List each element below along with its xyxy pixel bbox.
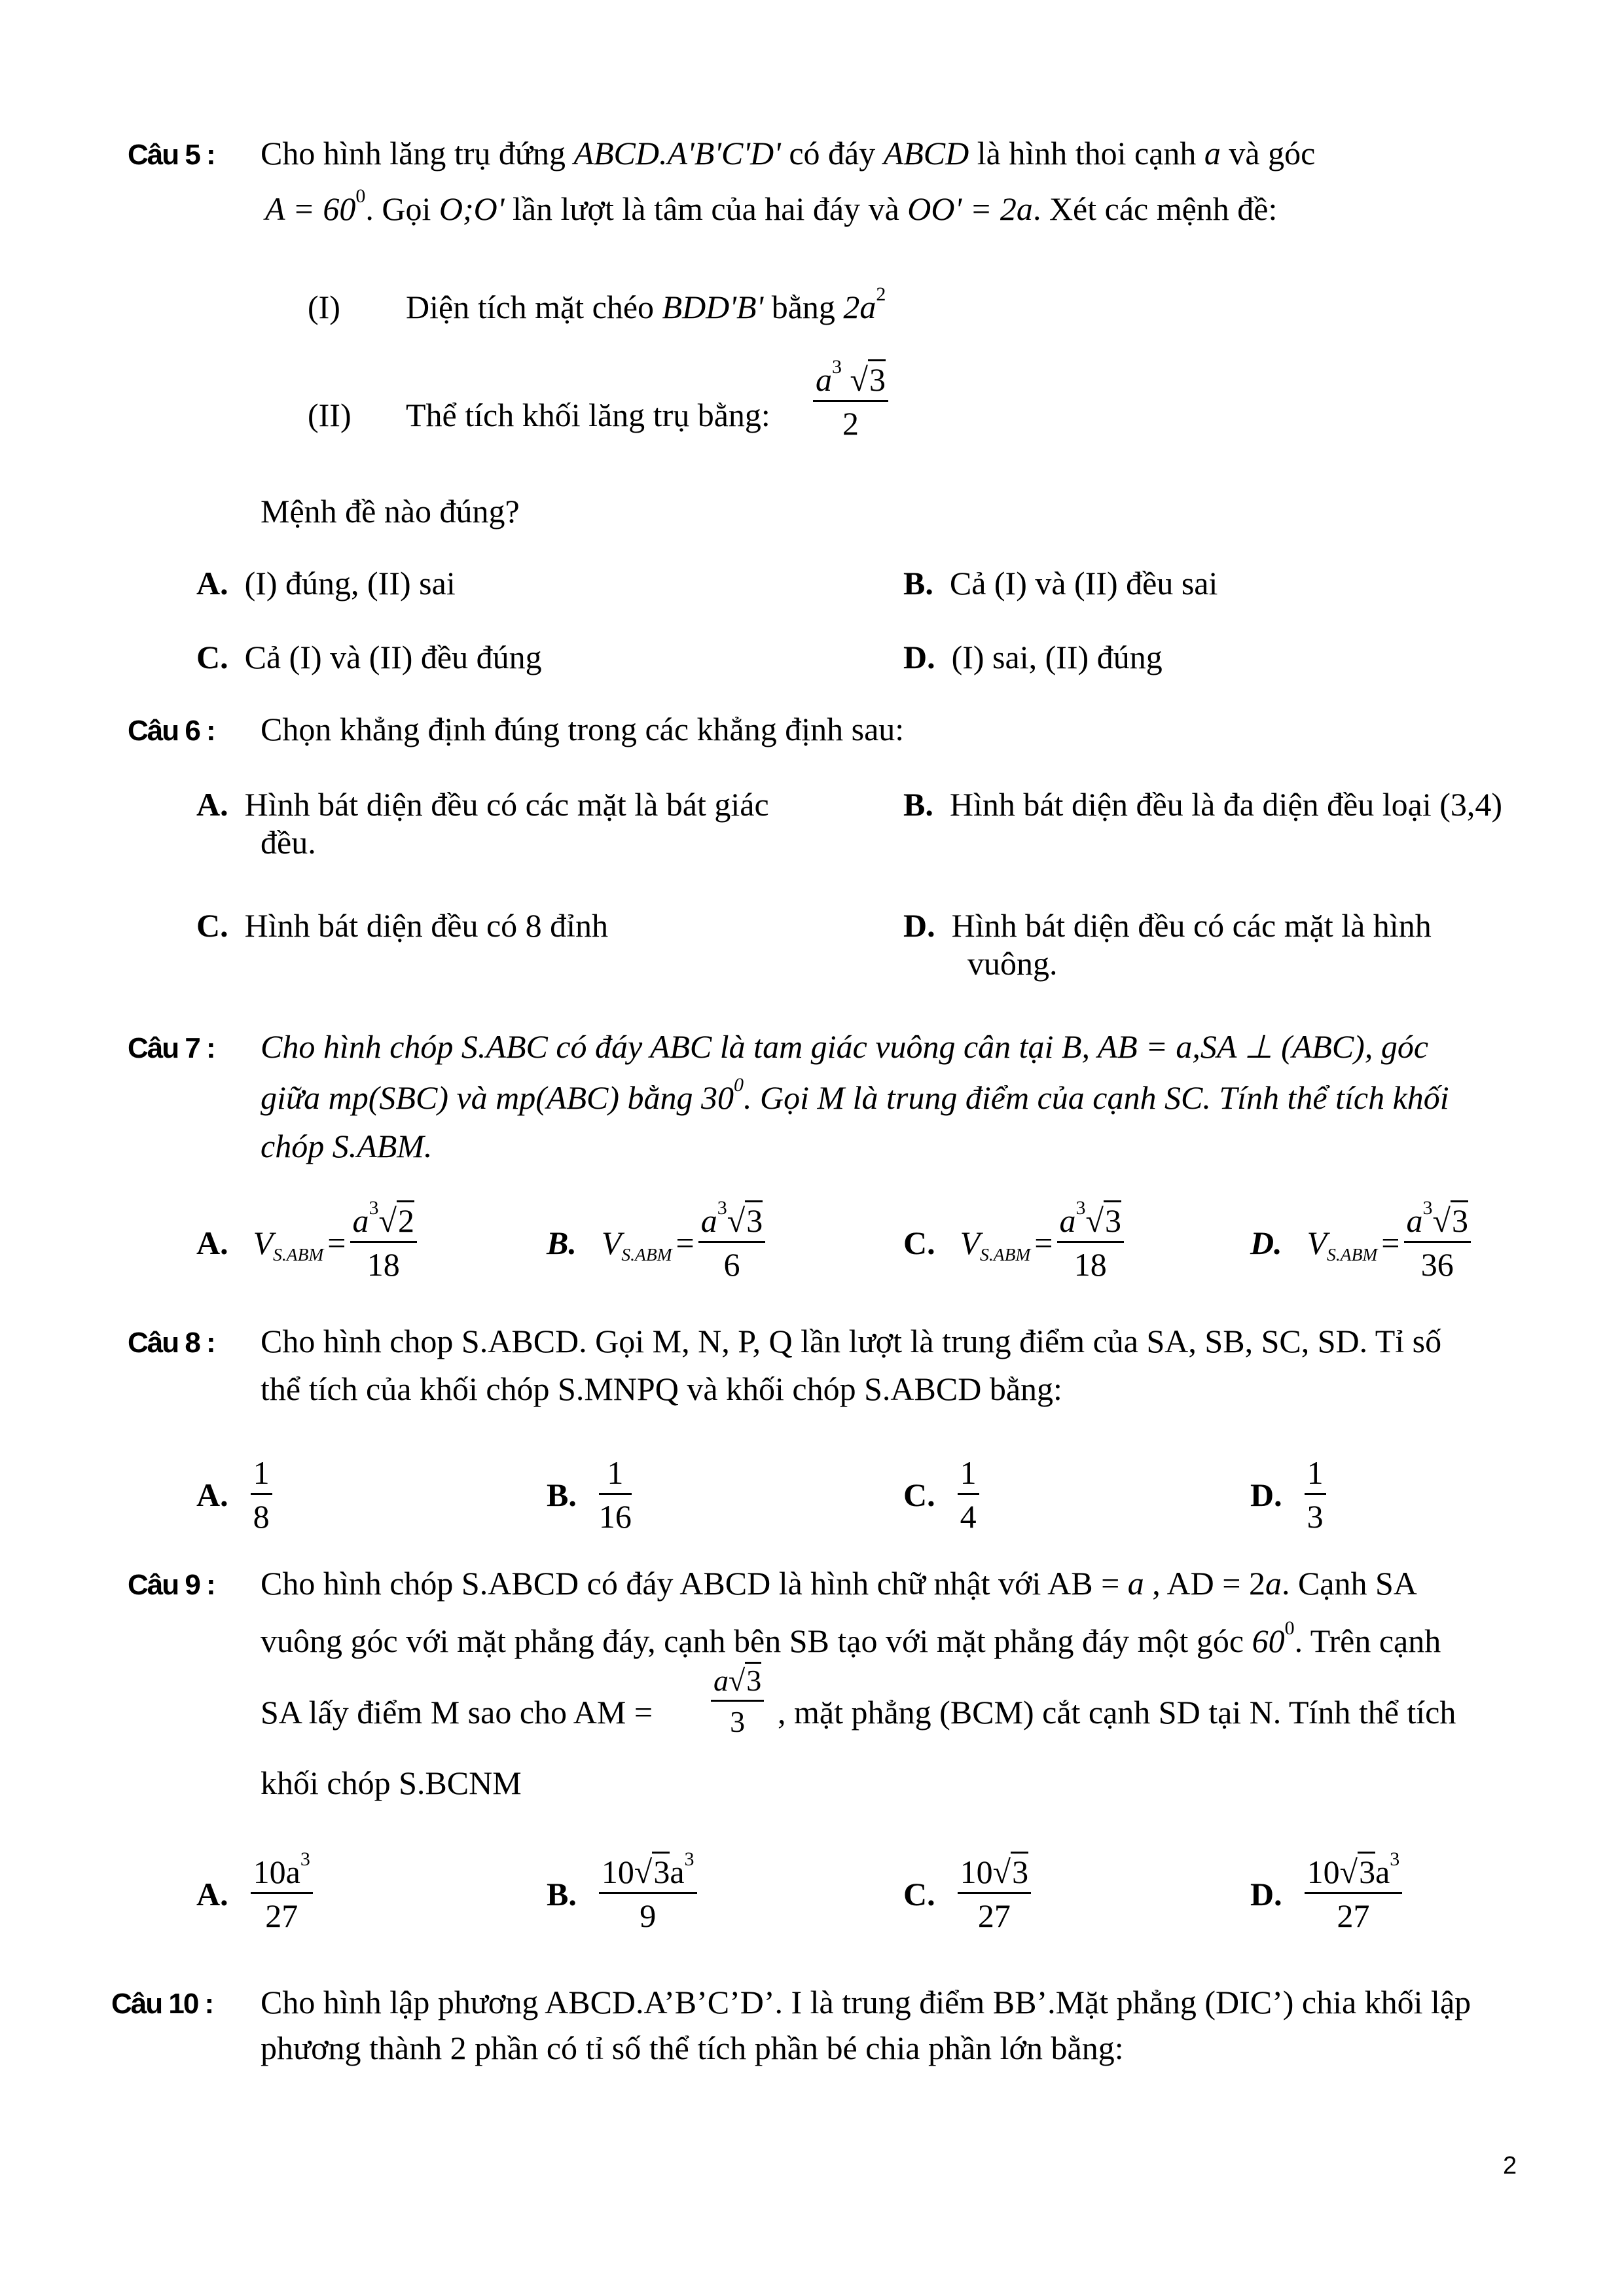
statement-1-math: BDD'B': [662, 289, 764, 325]
question-7-line-2: giữa mp(SBC) và mp(ABC) bằng $30^0$. Gọi M là trung điểm của cạnh SC. Tính thể tích khối: [261, 1074, 1449, 1116]
q7-option-a[interactable]: [196, 1197, 417, 1283]
option-letter: B.: [547, 1224, 577, 1261]
q6-option-d[interactable]: D. Hình bát diện đều có các mặt là hình vuông.: [903, 907, 1432, 982]
statement-1-text: Diện tích mặt chéo: [406, 289, 655, 325]
exponent: 3: [1390, 1848, 1400, 1870]
q5-option-c[interactable]: C. Cả (I) và (II) đều đúng: [196, 639, 542, 675]
answer-fraction: [1404, 1197, 1471, 1283]
degree-sup: 0: [355, 185, 366, 207]
q5-text: và góc: [1229, 135, 1316, 171]
question-7-line-1: Cho hình chóp S.ABC có đáy ABC là tam giác vuông cân tại B, AB = a,SA ⊥ (ABC), góc: [261, 1028, 1429, 1065]
frac-den: 6: [723, 1246, 740, 1283]
volume-symbol: V: [1307, 1224, 1327, 1261]
frac-num: 1: [958, 1456, 979, 1495]
frac-num: [350, 1197, 417, 1243]
question-9-line-4: khối chóp S.BCNM: [261, 1765, 522, 1801]
frac-den: 27: [265, 1897, 298, 1934]
q6-option-a[interactable]: A. Hình bát diện đều có các mặt là bát giác đều.: [196, 786, 769, 861]
answer-fraction: [958, 1856, 1031, 1932]
frac-den: 36: [1420, 1246, 1454, 1283]
question-9-line-1: Cho hình chóp S.ABCD có đáy ABCD là hình chữ nhật với AB = a , AD = 2a. Cạnh SA: [261, 1565, 1417, 1602]
option-letter: B.: [547, 1875, 577, 1912]
radicand: 2: [397, 1200, 414, 1239]
answer-fraction: [1305, 1456, 1326, 1533]
frac-num: [698, 1197, 765, 1243]
exponent: 3: [1422, 1197, 1433, 1219]
frac-var: a: [1059, 1202, 1076, 1239]
frac-num: 1: [1305, 1456, 1326, 1495]
sqrt: √3: [1086, 1204, 1121, 1237]
q9-option-c[interactable]: [903, 1856, 1031, 1932]
frac-var: a: [1375, 1854, 1390, 1890]
frac-den: 27: [977, 1897, 1011, 1934]
volume-symbol: V: [960, 1224, 981, 1261]
frac-coef: 10: [601, 1854, 634, 1890]
option-letter: C.: [903, 1476, 935, 1513]
answer-fraction: [251, 1848, 313, 1934]
option-letter: C.: [903, 1875, 935, 1912]
statement-2-text: Thể tích khối lăng trụ bằng:: [406, 397, 770, 433]
question-8-line-1: Cho hình chop S.ABCD. Gọi M, N, P, Q lần lượt là trung điểm của SA, SB, SC, SD. Tỉ số: [261, 1323, 1442, 1359]
q5-text: Cho hình lăng trụ đứng: [261, 135, 566, 171]
radicand: 3: [1011, 1852, 1028, 1890]
question-5-label: Câu 5 :: [128, 139, 215, 171]
answer-fraction: [599, 1848, 697, 1934]
radicand: 3: [1358, 1852, 1375, 1890]
sqrt: √3: [1340, 1856, 1375, 1888]
volume-subscript: S.ABM: [980, 1244, 1031, 1265]
sqrt: √3: [729, 1666, 761, 1696]
exponent: 3: [300, 1848, 310, 1870]
exponent: 3: [717, 1197, 727, 1219]
option-letter: A.: [196, 1224, 228, 1261]
sqrt: √3: [993, 1856, 1028, 1888]
q7-option-d[interactable]: [1250, 1197, 1471, 1283]
statement-2-fraction: [813, 356, 888, 442]
answer-fraction: [1305, 1848, 1403, 1934]
q5-math-angle: A = 60: [265, 190, 356, 227]
frac-num: [599, 1848, 697, 1894]
volume-subscript: S.ABM: [621, 1244, 672, 1265]
option-letter: D.: [1250, 1224, 1282, 1261]
statement-1: [406, 283, 886, 326]
q5-text: . Gọi: [365, 190, 431, 227]
q5-math-centers: O;O': [439, 190, 505, 227]
exponent: 3: [1075, 1197, 1086, 1219]
frac-den: 4: [960, 1498, 977, 1535]
question-5-line-2: [265, 185, 1278, 228]
question-5-line-1: [261, 134, 1315, 172]
q9-option-b[interactable]: [547, 1848, 697, 1934]
option-letter: A.: [196, 1476, 228, 1513]
frac-den: 3: [1307, 1498, 1324, 1535]
sqrt: √3: [850, 363, 886, 396]
frac-den: 27: [1337, 1897, 1370, 1934]
q6-option-c[interactable]: C. Hình bát diện đều có 8 đỉnh: [196, 907, 609, 944]
q5-math-base: ABCD: [883, 135, 969, 171]
frac-var: a: [816, 361, 832, 398]
q5-text: là hình thoi cạnh: [977, 135, 1197, 171]
answer-fraction: [350, 1197, 417, 1283]
q8-option-c[interactable]: [903, 1456, 979, 1533]
q5-math-prism: ABCD.A'B'C'D': [573, 135, 781, 171]
question-8-line-2: thể tích của khối chóp S.MNPQ và khối chóp S.ABCD bằng:: [261, 1371, 1062, 1407]
q8-option-a[interactable]: [196, 1456, 272, 1533]
frac-den: 8: [253, 1498, 270, 1535]
volume-symbol: V: [601, 1224, 622, 1261]
option-letter: C.: [903, 1224, 935, 1261]
sqrt: √3: [634, 1856, 670, 1888]
frac-num: [1057, 1197, 1124, 1243]
equals-sign: =: [1381, 1224, 1400, 1261]
radicand: 3: [1104, 1200, 1121, 1239]
question-9-line-3a: SA lấy điểm M sao cho AM =: [261, 1694, 653, 1731]
frac-den: 18: [1074, 1246, 1107, 1283]
question-10-label: Câu 10 :: [111, 1988, 213, 2020]
q5-math-a: a: [1204, 135, 1221, 171]
volume-symbol: V: [253, 1224, 274, 1261]
frac-coef: 10: [1307, 1854, 1340, 1890]
frac-var: a: [1406, 1202, 1423, 1239]
question-5-prompt: Mệnh đề nào đúng?: [261, 493, 520, 529]
degree-sup: 0: [734, 1074, 744, 1096]
statement-2-number: (II): [308, 397, 352, 433]
frac-num: [958, 1856, 1031, 1894]
question-9-line-2: vuông góc với mặt phẳng đáy, cạnh bên SB tạo với mặt phẳng đáy một góc $60^0$. Trên cạnh: [261, 1617, 1441, 1659]
q9-am-fraction: $\frac{a√3}{3}$: [711, 1666, 764, 1737]
volume-subscript: S.ABM: [1327, 1244, 1378, 1265]
frac-var: a: [670, 1854, 685, 1890]
sqrt: √2: [379, 1204, 414, 1237]
q7-option-c[interactable]: [903, 1197, 1124, 1283]
answer-fraction: [599, 1456, 632, 1533]
exponent: 3: [832, 356, 842, 378]
q5-math-oo: OO' = 2a: [907, 190, 1033, 227]
option-letter: A.: [196, 1875, 228, 1912]
answer-fraction: [698, 1197, 765, 1283]
q9-option-a[interactable]: [196, 1848, 313, 1934]
radicand: 3: [1451, 1200, 1468, 1239]
q5-text: có đáy: [789, 135, 876, 171]
frac-den: 16: [598, 1498, 632, 1535]
option-letter: D.: [1250, 1476, 1282, 1513]
q5-option-d[interactable]: D. (I) sai, (II) đúng: [903, 639, 1163, 675]
volume-subscript: S.ABM: [273, 1244, 324, 1265]
answer-fraction: [958, 1456, 979, 1533]
question-7-label: Câu 7 :: [128, 1032, 215, 1064]
question-10-line-1: Cho hình lập phương ABCD.A’B’C’D’. I là trung điểm BB’.Mặt phẳng (DIC’) chia khối lập: [261, 1984, 1471, 2020]
option-letter: D.: [1250, 1875, 1282, 1912]
option-letter: B.: [547, 1476, 577, 1513]
question-6-label: Câu 6 :: [128, 715, 215, 747]
frac-var: a: [700, 1202, 717, 1239]
question-9-line-3b: , mặt phẳng (BCM) cắt cạnh SD tại N. Tính thể tích: [778, 1694, 1456, 1731]
page-number: 2: [1503, 2152, 1517, 2179]
exponent: 3: [369, 1197, 379, 1219]
equals-sign: =: [327, 1224, 346, 1261]
equals-sign: =: [676, 1224, 695, 1261]
q6-option-b[interactable]: B. Hình bát diện đều là đa diện đều loại (3,4): [903, 786, 1503, 823]
equals-sign: =: [1034, 1224, 1053, 1261]
q5-text: . Xét các mệnh đề:: [1032, 190, 1278, 227]
question-7-line-3: chóp S.ABM.: [261, 1128, 433, 1164]
frac-num: 1: [251, 1456, 272, 1495]
frac-den: 18: [367, 1246, 400, 1283]
frac-den: 2: [842, 405, 859, 442]
question-10-line-2: phương thành 2 phần có tỉ số thể tích phần bé chia phần lớn bằng:: [261, 2030, 1124, 2066]
q9-option-d[interactable]: [1250, 1848, 1402, 1934]
frac-num: 1: [599, 1456, 632, 1495]
statement-1-number: (I): [308, 289, 340, 325]
q8-option-b[interactable]: [547, 1456, 632, 1533]
statement-1-value: 2a: [843, 289, 876, 325]
degree-sup: 0: [1284, 1617, 1295, 1639]
statement-1-text: bằng: [771, 289, 835, 325]
answer-fraction: [1057, 1197, 1124, 1283]
frac-num: [1305, 1848, 1403, 1894]
exponent: 3: [684, 1848, 695, 1870]
frac-num: [1404, 1197, 1471, 1243]
question-9-label: Câu 9 :: [128, 1569, 215, 1601]
frac-num: [251, 1848, 313, 1894]
question-8-label: Câu 8 :: [128, 1327, 215, 1359]
q5-option-a[interactable]: A. (I) đúng, (II) sai: [196, 565, 456, 601]
frac-coef: 10a: [253, 1854, 300, 1890]
exponent: 2: [876, 283, 886, 305]
radicand: 3: [745, 1200, 763, 1239]
q5-option-b[interactable]: B. Cả (I) và (II) đều sai: [903, 565, 1218, 601]
radicand: 3: [652, 1852, 670, 1890]
frac-coef: 10: [960, 1854, 993, 1890]
q8-option-d[interactable]: [1250, 1456, 1326, 1533]
q7-option-b[interactable]: [547, 1197, 765, 1283]
sqrt: √3: [1433, 1204, 1468, 1237]
sqrt: √3: [727, 1204, 763, 1237]
answer-fraction: [251, 1456, 272, 1533]
question-6-text: Chọn khẳng định đúng trong các khẳng định sau:: [261, 711, 905, 747]
q5-text: lần lượt là tâm của hai đáy và: [512, 190, 899, 227]
frac-var: a: [352, 1202, 369, 1239]
frac-den: 9: [640, 1897, 657, 1934]
